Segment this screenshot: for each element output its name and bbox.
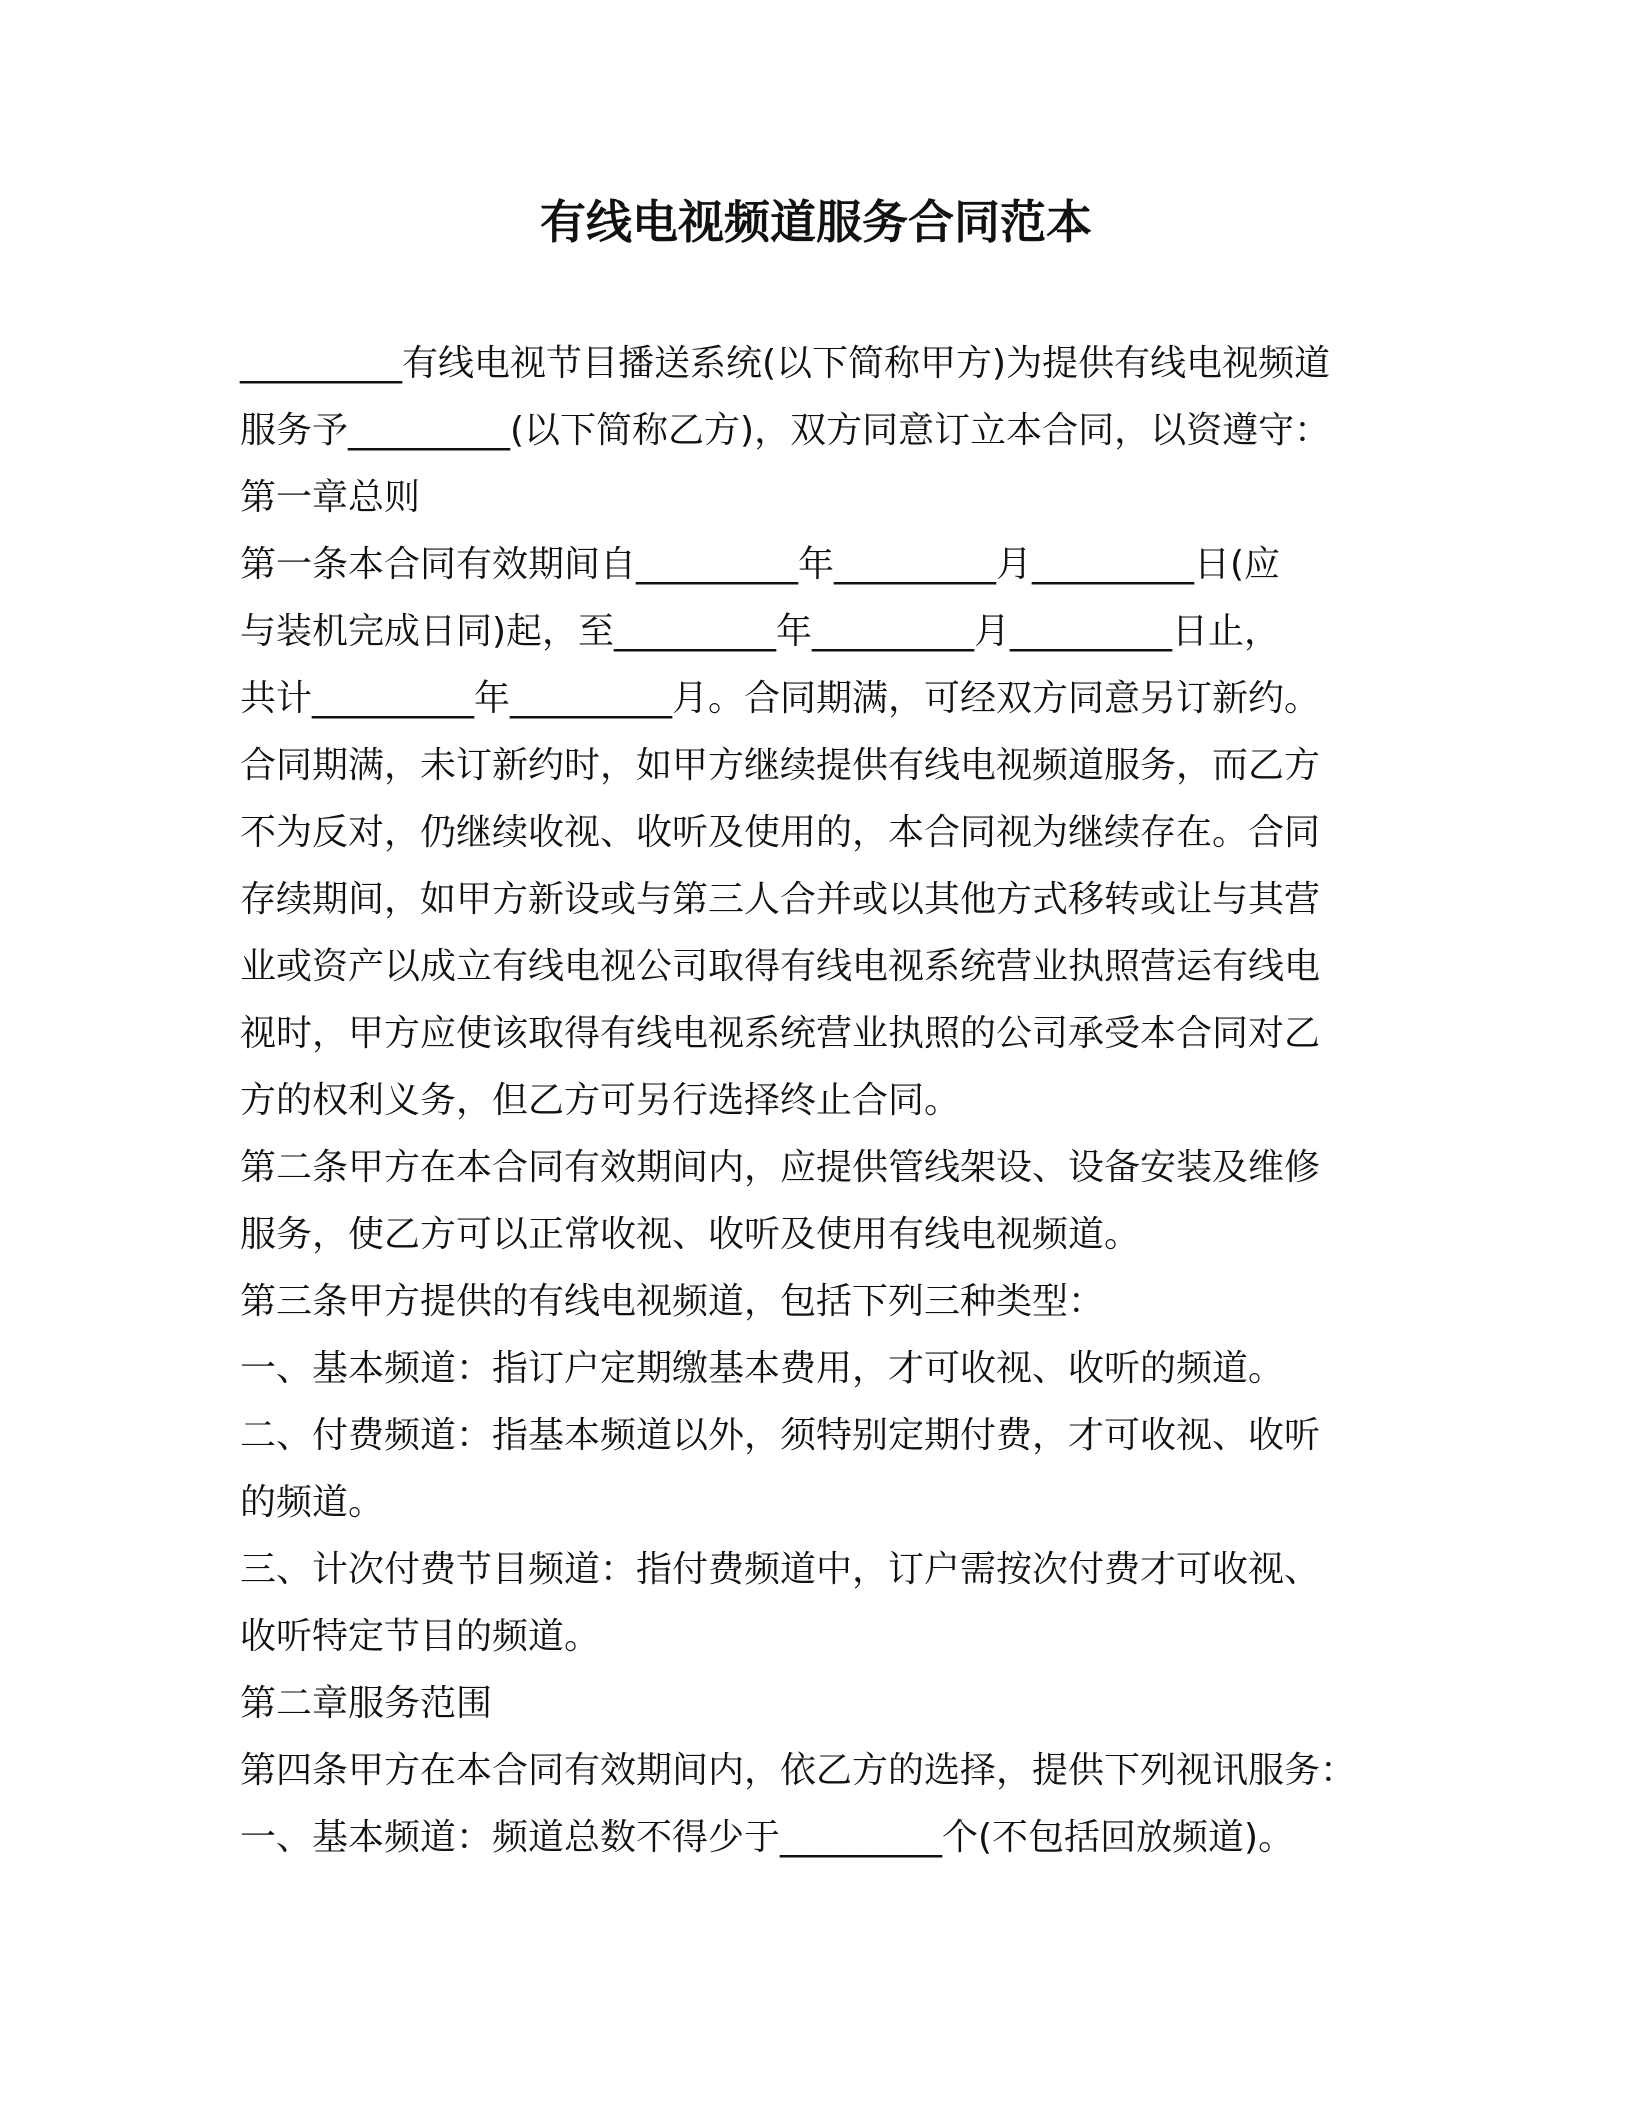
chapter-heading: 第一章总则 [240, 477, 421, 518]
text-line: 一、基本频道：指订户定期缴基本费用，才可收视、收听的频道。 [240, 1348, 1285, 1389]
text-line: 第二条甲方在本合同有效期间内，应提供管线架设、设备安装及维修 [240, 1147, 1321, 1188]
document-title: 有线电视频道服务合同范本 [540, 195, 1092, 249]
text-line: 服务予_________(以下简称乙方)，双方同意订立本合同，以资遵守： [240, 410, 1331, 451]
text-line: 视时，甲方应使该取得有线电视系统营业执照的公司承受本合同对乙 [240, 1013, 1321, 1054]
text-line: 存续期间，如甲方新设或与第三人合并或以其他方式移转或让与其营 [240, 879, 1321, 920]
text-line: 服务，使乙方可以正常收视、收听及使用有线电视频道。 [240, 1214, 1141, 1255]
text-line: 三、计次付费节目频道：指付费频道中，订户需按次付费才可收视、 [240, 1549, 1321, 1590]
text-line: 一、基本频道：频道总数不得少于_________个(不包括回放频道)。 [240, 1817, 1295, 1858]
text-line: 收听特定节目的频道。 [240, 1616, 601, 1657]
text-line: 的频道。 [240, 1482, 385, 1523]
text-line: 共计_________年_________月。合同期满，可经双方同意另订新约。 [240, 678, 1321, 719]
document-body [240, 330, 1400, 1871]
text-line: 第三条甲方提供的有线电视频道，包括下列三种类型： [240, 1281, 1105, 1322]
text-line: 方的权利义务，但乙方可另行选择终止合同。 [240, 1080, 961, 1121]
text-line: 二、付费频道：指基本频道以外，须特别定期付费，才可收视、收听 [240, 1415, 1321, 1456]
text-line: 与装机完成日同)起，至_________年_________月_________日止， [240, 611, 1281, 652]
chapter-heading: 第二章服务范围 [240, 1683, 493, 1724]
text-line: 业或资产以成立有线电视公司取得有线电视系统营业执照营运有线电 [240, 946, 1321, 987]
text-line: _________有线电视节目播送系统(以下简称甲方)为提供有线电视频道 [240, 343, 1331, 384]
text-line: 第四条甲方在本合同有效期间内，依乙方的选择，提供下列视讯服务： [240, 1750, 1357, 1791]
text-line: 不为反对，仍继续收视、收听及使用的，本合同视为继续存在。合同 [240, 812, 1321, 853]
text-line: 第一条本合同有效期间自_________年_________月_________日(应 [240, 544, 1281, 585]
text-line: 合同期满，未订新约时，如甲方继续提供有线电视频道服务，而乙方 [240, 745, 1321, 786]
